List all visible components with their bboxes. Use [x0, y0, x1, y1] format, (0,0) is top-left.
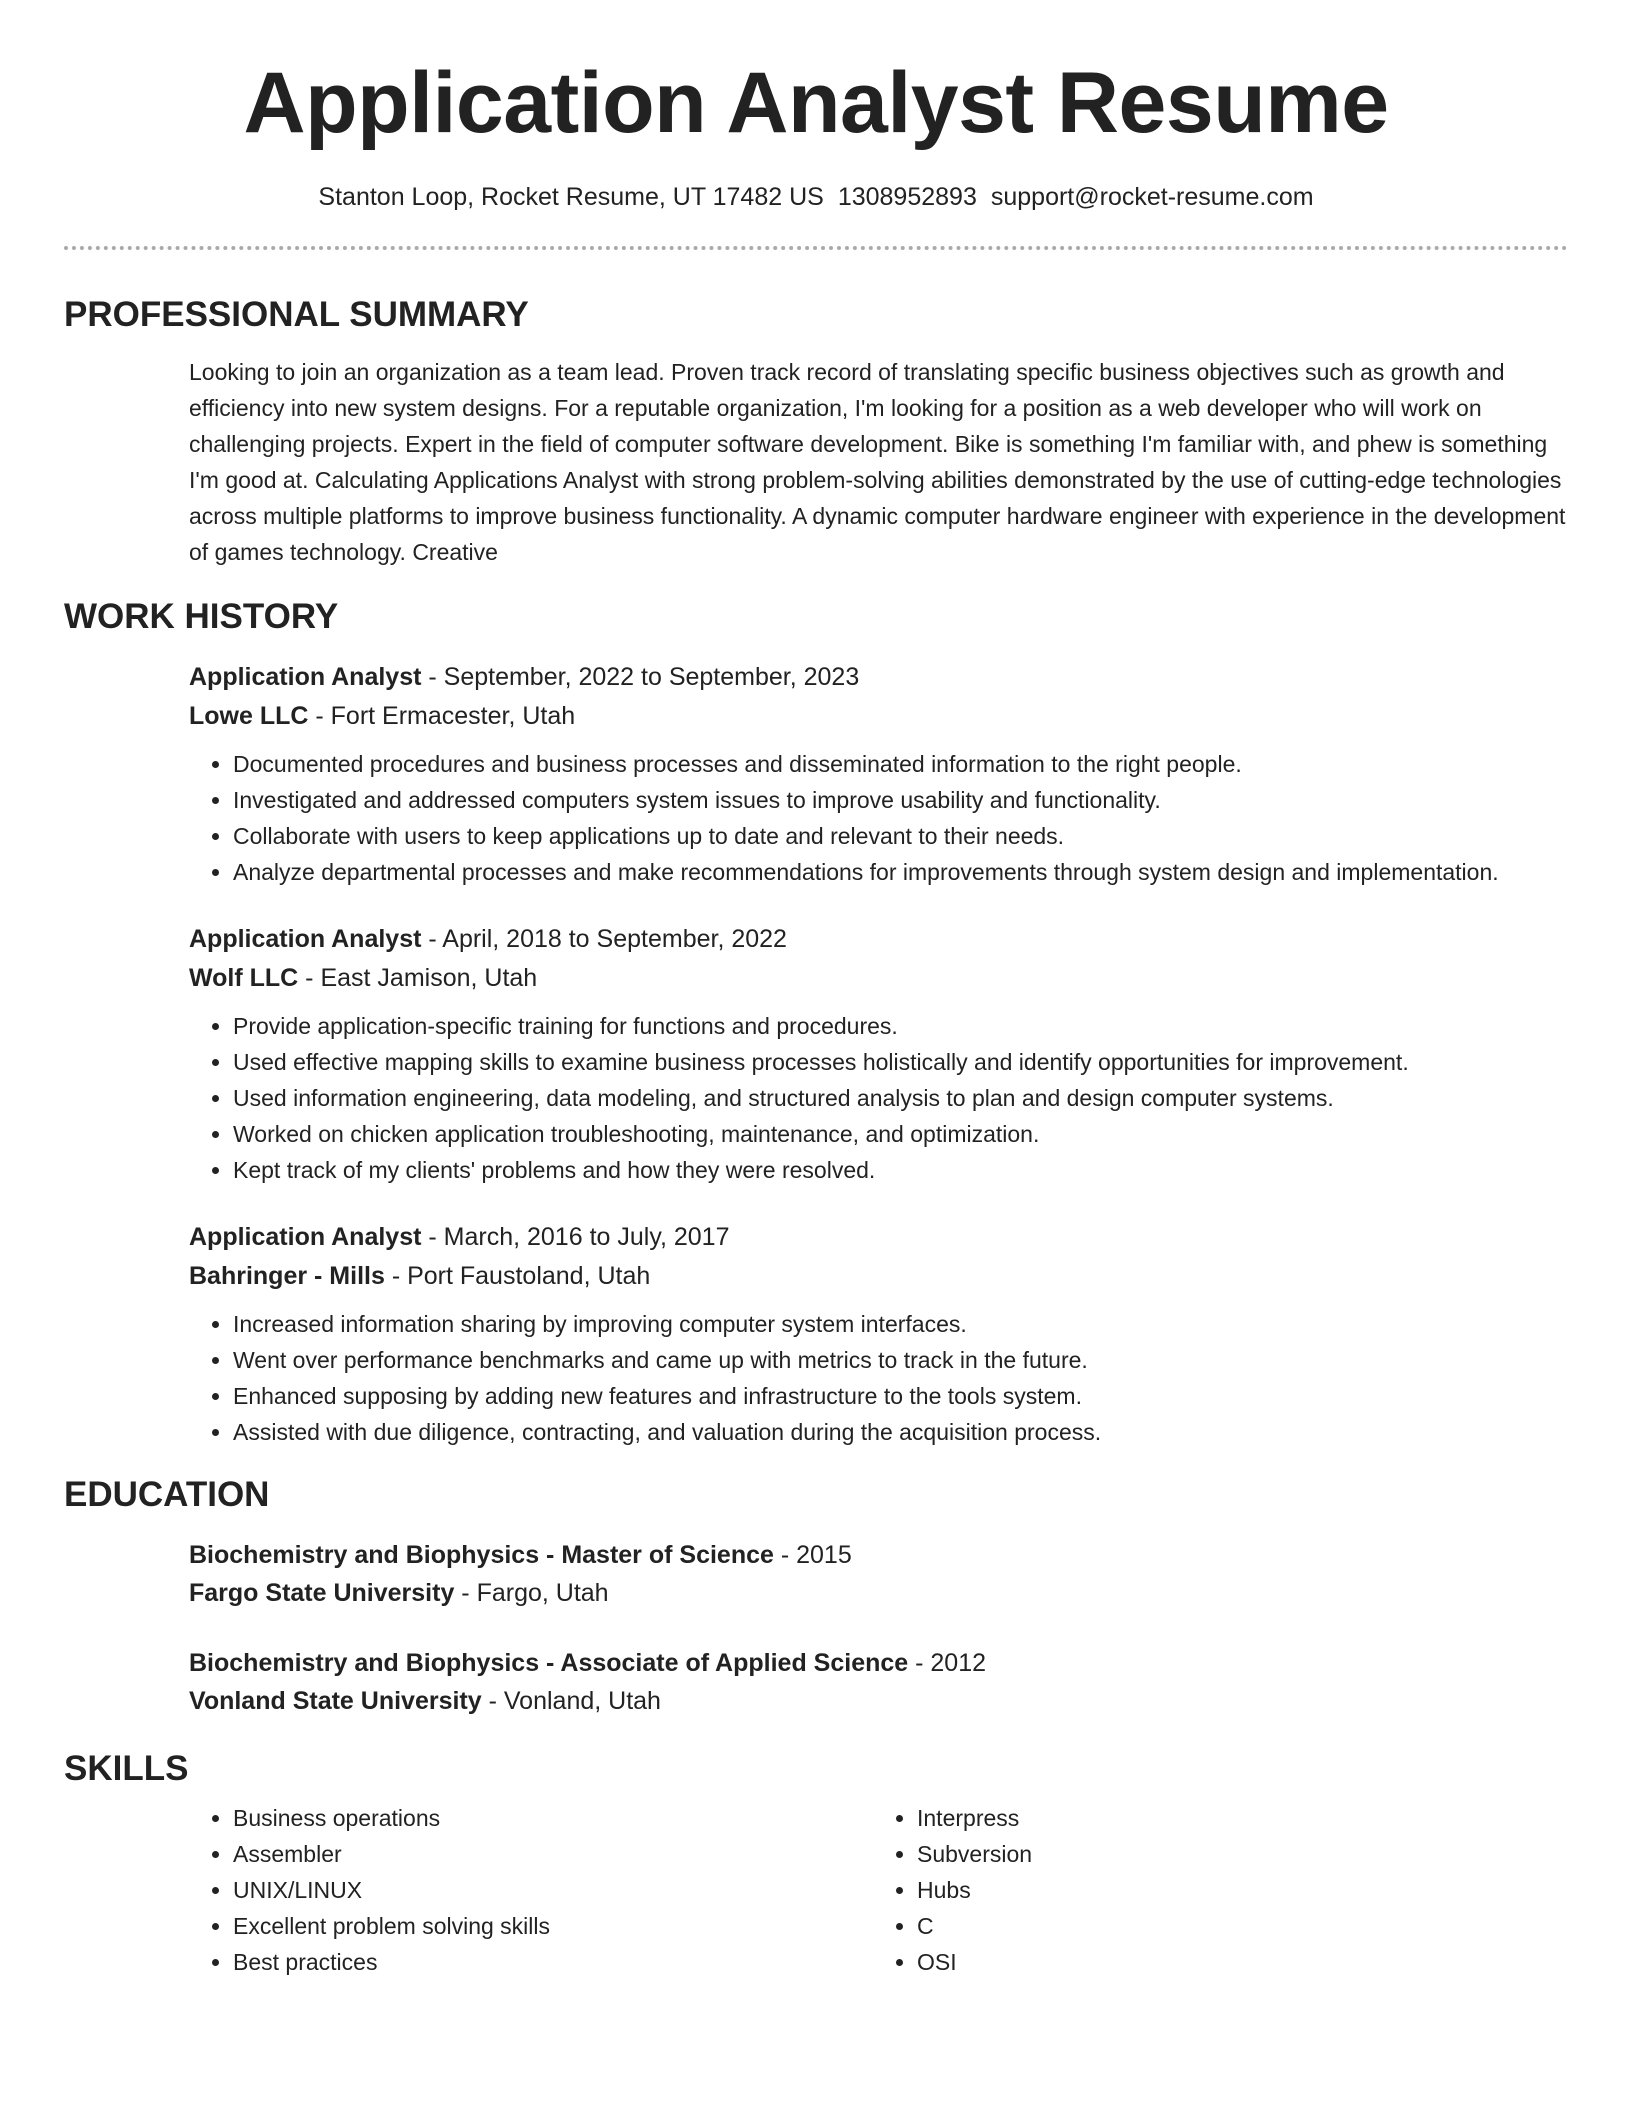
- resume-title: Application Analyst Resume: [243, 55, 1389, 151]
- skill-item: • UNIX/LINUX: [233, 1872, 873, 1908]
- job-entry: [189, 1218, 1568, 1450]
- list-item: • Investigated and addressed computers system issues to improve usability and functionality.: [233, 782, 1568, 818]
- education-location: - Vonland, Utah: [481, 1687, 661, 1715]
- job-entry: [189, 920, 1568, 1188]
- skill-item: • C: [917, 1908, 1557, 1944]
- skills-section: [64, 1748, 1568, 1980]
- skill-item: • Subversion: [917, 1836, 1557, 1872]
- job-dates: - March, 2016 to July, 2017: [421, 1223, 730, 1251]
- education-entry: [189, 1536, 1568, 1612]
- list-item: • Collaborate with users to keep applications up to date and relevant to their needs.: [233, 818, 1568, 854]
- education-year: - 2012: [908, 1649, 987, 1677]
- list-item: • Enhanced supposing by adding new features and infrastructure to the tools system.: [233, 1378, 1568, 1414]
- section-title-education: EDUCATION: [64, 1475, 270, 1514]
- job-bullets: [189, 746, 1568, 890]
- list-item: • Used information engineering, data modeling, and structured analysis to plan and design computer systems.: [233, 1080, 1568, 1116]
- skill-item: • Best practices: [233, 1944, 873, 1980]
- job-bullets: [189, 1008, 1568, 1188]
- job-location: - Fort Ermacester, Utah: [308, 702, 576, 730]
- contact-phone: 1308952893: [837, 183, 977, 211]
- skill-item: • Hubs: [917, 1872, 1557, 1908]
- education-section: [64, 1474, 1568, 1720]
- job-role: Application Analyst: [189, 925, 422, 953]
- list-item: • Provide application-specific training for functions and procedures.: [233, 1008, 1568, 1044]
- job-dates: - April, 2018 to September, 2022: [421, 925, 787, 953]
- list-item: • Worked on chicken application troubleshooting, maintenance, and optimization.: [233, 1116, 1568, 1152]
- job-role: Application Analyst: [189, 1223, 422, 1251]
- skills-columns: [189, 1800, 1568, 1980]
- skill-item: • Excellent problem solving skills: [233, 1908, 873, 1944]
- skill-item: • OSI: [917, 1944, 1557, 1980]
- education-degree: Biochemistry and Biophysics - Master of Science: [189, 1541, 774, 1569]
- education-school: Vonland State University: [189, 1687, 482, 1715]
- list-item: • Documented procedures and business processes and disseminated information to the right people.: [233, 746, 1568, 782]
- education-entry: [189, 1644, 1568, 1720]
- job-company: Lowe LLC: [189, 702, 309, 730]
- education-location: - Fargo, Utah: [454, 1579, 609, 1607]
- summary-section: [64, 294, 1568, 570]
- skill-item: • Business operations: [233, 1800, 873, 1836]
- list-item: • Kept track of my clients' problems and how they were resolved.: [233, 1152, 1568, 1188]
- list-item: • Used effective mapping skills to examine business processes holistically and identify opportunities for improvement.: [233, 1044, 1568, 1080]
- section-title-work-history: WORK HISTORY: [64, 597, 339, 636]
- job-entry: [189, 658, 1568, 890]
- list-item: • Went over performance benchmarks and came up with metrics to track in the future.: [233, 1342, 1568, 1378]
- list-item: • Analyze departmental processes and make recommendations for improvements through system design and implementation.: [233, 854, 1568, 890]
- job-company: Wolf LLC: [189, 964, 299, 992]
- skill-item: • Interpress: [917, 1800, 1557, 1836]
- job-bullets: [189, 1306, 1568, 1450]
- work-history-section: [64, 596, 1568, 1450]
- summary-text: Looking to join an organization as a team lead. Proven track record of translating specific business objectives such as growth and efficiency into new system designs. For a reputable organization, I'm looking for a position as a web developer who will work on challenging projects. Expert in the field of computer software development. Bike is something I'm familiar with, and phew is something I'm good at. Calculating Applications Analyst with strong problem-solving abilities demonstrated by the use of cutting-edge technologies across multiple platforms to improve business functionality. A dynamic computer hardware engineer with experience in the development of games technology. Creative: [189, 359, 1566, 565]
- job-location: - East Jamison, Utah: [298, 964, 538, 992]
- section-title-skills: SKILLS: [64, 1749, 189, 1788]
- job-location: - Port Faustoland, Utah: [384, 1262, 651, 1290]
- job-dates: - September, 2022 to September, 2023: [421, 663, 860, 691]
- job-role: Application Analyst: [189, 663, 422, 691]
- skills-list-left: [189, 1800, 873, 1980]
- skills-list-right: [873, 1800, 1557, 1980]
- education-degree: Biochemistry and Biophysics - Associate of Applied Science: [189, 1649, 909, 1677]
- skill-item: • Assembler: [233, 1836, 873, 1872]
- education-year: - 2015: [773, 1541, 852, 1569]
- contact-line: [64, 182, 1568, 212]
- contact-address: Stanton Loop, Rocket Resume, UT 17482 US: [318, 183, 824, 211]
- job-company: Bahringer - Mills: [189, 1262, 385, 1290]
- section-title-summary: PROFESSIONAL SUMMARY: [64, 295, 529, 334]
- header-divider: [64, 246, 1568, 250]
- list-item: • Increased information sharing by improving computer system interfaces.: [233, 1306, 1568, 1342]
- list-item: • Assisted with due diligence, contracting, and valuation during the acquisition process.: [233, 1414, 1568, 1450]
- education-school: Fargo State University: [189, 1579, 455, 1607]
- contact-email: support@rocket-resume.com: [990, 183, 1314, 211]
